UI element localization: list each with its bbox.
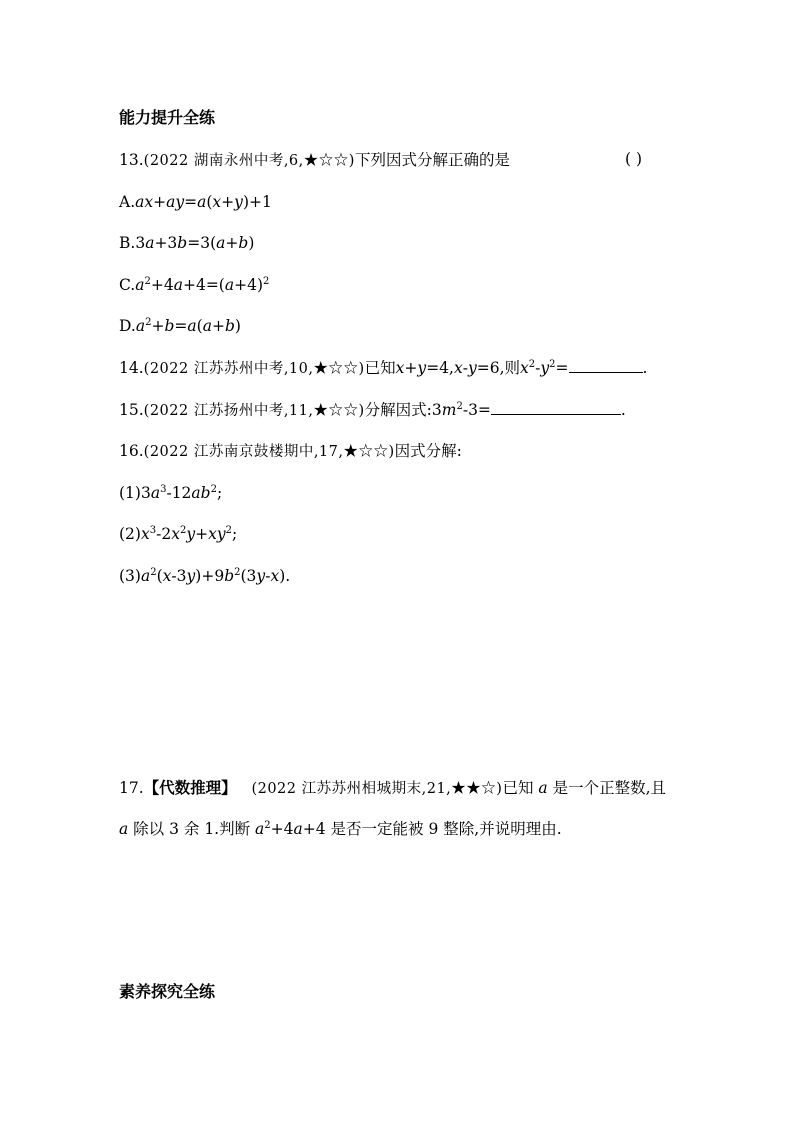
question-source: (2022 江苏苏州中考,10,★☆☆) (143, 361, 365, 377)
question-number: 13. (119, 151, 144, 169)
question-number: 15. (119, 401, 144, 419)
answer-blank[interactable] (491, 400, 621, 415)
question-14: 14.(2022 江苏苏州中考,10,★☆☆)已知x+y=4,x-y=6,则$x^2-y^2=$ . (119, 359, 648, 377)
section-heading-literacy: 素养探究全练 (119, 982, 216, 1001)
question-number: 17. (119, 779, 144, 797)
q16-part-3: $(3)a^2(x-3y)+9b^2(3y-x)$. (119, 567, 291, 585)
question-13 (119, 150, 510, 171)
question-stem: 因式分解: (394, 442, 462, 460)
option-a: A.ax+ay=a(x+y)+1 (119, 193, 272, 211)
question-source: (2022 江苏南京鼓楼期中,17,★☆☆) (143, 444, 395, 460)
question-source: (2022 江苏扬州中考,11,★☆☆) (143, 403, 365, 419)
option-d: $D.a^2+b=a(a+b)$ (119, 317, 241, 335)
option-b: B.3a+3b=3(a+b) (119, 234, 255, 252)
question-15: 15.(2022 江苏扬州中考,11,★☆☆)分解因式$:3m^2-3=$ . (119, 401, 626, 419)
q16-part-1: $(1)3a^3-12ab^2$; (119, 484, 223, 502)
question-source: (2022 湖南永州中考,6,★☆☆) (143, 153, 355, 169)
q16-part-2: $(2)x^3-2x^2y+xy^2$; (119, 525, 238, 543)
question-tag: 【代数推理】 (143, 779, 237, 797)
answer-blank[interactable] (569, 358, 643, 373)
question-stem: 下列因式分解正确的是 (354, 151, 510, 169)
question-16 (119, 441, 462, 462)
question-number: 16. (119, 442, 144, 460)
question-source: (2022 江苏苏州相城期末,21,★★☆) (251, 781, 503, 797)
answer-bracket: ( ) (625, 150, 643, 168)
option-c: $C.a^2+4a+4=(a+4)^2$ (119, 276, 270, 294)
question-number: 14. (119, 359, 144, 377)
section-heading-ability: 能力提升全练 (119, 108, 216, 127)
question-17: 17.【代数推理】 (2022 江苏苏州相城期末,21,★★☆)已知 a 是一个正整数,且 a 除以 3 余 1.判断 $a^2+4a+4$ 是否一定能被 9 整除,并说明理由. (119, 779, 666, 838)
